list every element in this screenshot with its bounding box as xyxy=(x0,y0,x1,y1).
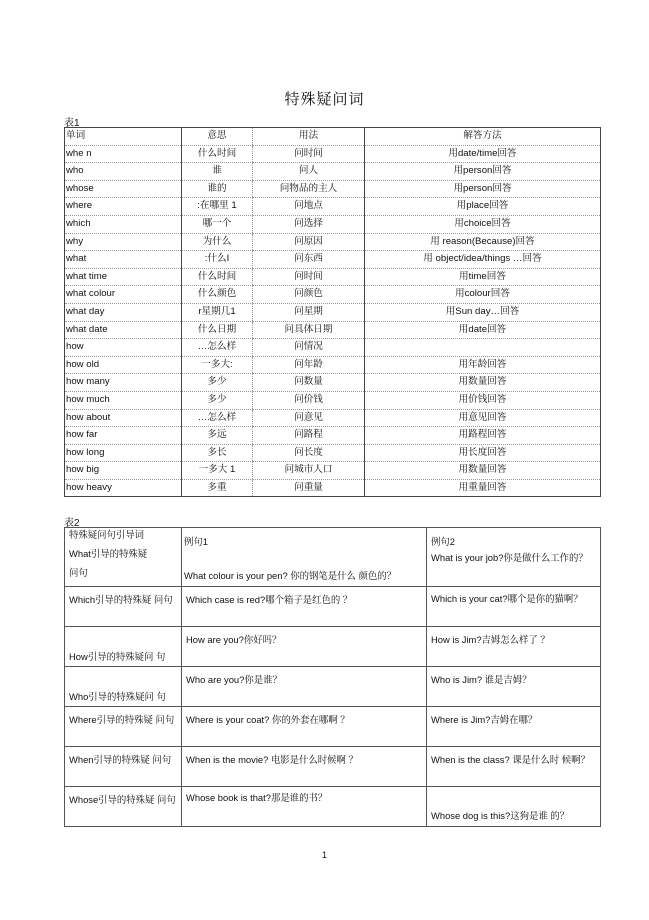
answer-cell: 用价钱回答 xyxy=(365,391,601,409)
meaning-cell: 什么时间 xyxy=(182,268,253,286)
table-row xyxy=(65,391,601,409)
example-sentences-table xyxy=(64,527,601,827)
header-example2: 例句2 xyxy=(431,536,455,547)
usage-cell: 问星期 xyxy=(253,303,365,321)
example-cell: How is Jim?吉姆怎么样了 ？ xyxy=(427,627,601,667)
meaning-cell: 多远 xyxy=(182,427,253,445)
meaning-cell: 一多大 1 xyxy=(182,462,253,480)
answer-cell: 用重量回答 xyxy=(365,479,601,497)
table-row xyxy=(65,180,601,198)
meaning-cell: 什么时间 xyxy=(182,145,253,163)
word-cell: which xyxy=(65,215,182,233)
header-example1: 例句1 xyxy=(184,536,208,547)
header-key-line: 特殊疑问句引导词 xyxy=(69,529,145,540)
meaning-cell: r星期几1 xyxy=(182,303,253,321)
table-row xyxy=(65,587,601,627)
example-cell: Who is Jim? 谁是吉姆？ xyxy=(427,667,601,707)
answer-cell: 用数量回答 xyxy=(365,462,601,480)
table-row xyxy=(65,145,601,163)
table-row xyxy=(65,303,601,321)
table-row xyxy=(65,163,601,181)
usage-cell: 问原因 xyxy=(253,233,365,251)
answer-cell: 用意见回答 xyxy=(365,409,601,427)
example-cell: Which case is red?哪个箱子是红色的 ？ xyxy=(182,587,427,627)
table-row xyxy=(65,286,601,304)
table-row xyxy=(65,707,601,747)
table-row xyxy=(65,198,601,216)
word-cell: how far xyxy=(65,427,182,445)
answer-cell: 用date/time回答 xyxy=(365,145,601,163)
table-header-row xyxy=(65,128,601,146)
word-cell: whose xyxy=(65,180,182,198)
example-cell: How are you?你好吗？ xyxy=(182,627,427,667)
table-row xyxy=(65,233,601,251)
word-cell: how about xyxy=(65,409,182,427)
header-ex2-cell xyxy=(427,528,601,587)
header-answer: 解答方法 xyxy=(365,128,601,146)
word-cell: how heavy xyxy=(65,479,182,497)
meaning-cell: 什么颜色 xyxy=(182,286,253,304)
meaning-cell: :什么I xyxy=(182,251,253,269)
header-ex1-cell xyxy=(182,528,427,587)
answer-cell: 用colour回答 xyxy=(365,286,601,304)
table-row xyxy=(65,215,601,233)
document-title: 特殊疑问词 xyxy=(284,92,365,108)
usage-cell: 问颜色 xyxy=(253,286,365,304)
word-cell: how xyxy=(65,339,182,357)
table-row xyxy=(65,479,601,497)
word-cell: who xyxy=(65,163,182,181)
usage-cell: 问城市人口 xyxy=(253,462,365,480)
answer-cell: 用date回答 xyxy=(365,321,601,339)
meaning-cell: 一多大: xyxy=(182,356,253,374)
meaning-cell: 为什么 xyxy=(182,233,253,251)
usage-cell: 问意见 xyxy=(253,409,365,427)
word-cell: how big xyxy=(65,462,182,480)
meaning-cell: …怎么样 xyxy=(182,409,253,427)
answer-cell: 用年龄回答 xyxy=(365,356,601,374)
page-number: 1 xyxy=(321,850,327,860)
word-cell: how long xyxy=(65,444,182,462)
usage-cell: 问长度 xyxy=(253,444,365,462)
table-row xyxy=(65,444,601,462)
key-cell: Which引导的特殊疑 问句 xyxy=(65,587,182,627)
key-cell: Who引导的特殊疑问 句 xyxy=(65,667,182,707)
header-key-cell xyxy=(65,528,182,587)
usage-cell: 问重量 xyxy=(253,479,365,497)
answer-cell: 用数量回答 xyxy=(365,374,601,392)
word-cell: what time xyxy=(65,268,182,286)
meaning-cell: 谁的 xyxy=(182,180,253,198)
table-row xyxy=(65,462,601,480)
table-row xyxy=(65,409,601,427)
usage-cell: 问人 xyxy=(253,163,365,181)
header-key-line: 问句 xyxy=(69,567,88,578)
usage-cell: 问具体日期 xyxy=(253,321,365,339)
word-cell: what day xyxy=(65,303,182,321)
example-cell: Whose book is that?那是谁的书？ xyxy=(182,787,427,827)
usage-cell: 问情况 xyxy=(253,339,365,357)
meaning-cell: 多少 xyxy=(182,391,253,409)
usage-cell: 问东西 xyxy=(253,251,365,269)
usage-cell: 问路程 xyxy=(253,427,365,445)
meaning-cell: 哪一个 xyxy=(182,215,253,233)
answer-cell: 用长度回答 xyxy=(365,444,601,462)
header-key-line: What引导的特殊疑 xyxy=(69,548,148,559)
example-cell: Whose dog is this?这狗是谁 的？ xyxy=(427,787,601,827)
usage-cell: 问物品的主人 xyxy=(253,180,365,198)
answer-cell xyxy=(365,339,601,357)
answer-cell: 用person回答 xyxy=(365,180,601,198)
answer-cell: 用Sun day…回答 xyxy=(365,303,601,321)
table-row xyxy=(65,787,601,827)
table2-label: 表2 xyxy=(64,518,80,529)
answer-cell: 用time回答 xyxy=(365,268,601,286)
meaning-cell: …怎么样 xyxy=(182,339,253,357)
meaning-cell: 多长 xyxy=(182,444,253,462)
table-row xyxy=(65,321,601,339)
example-cell: When is the class? 课是什么时 候啊？ xyxy=(427,747,601,787)
answer-cell: 用 object/idea/things …回答 xyxy=(365,251,601,269)
table-row xyxy=(65,268,601,286)
meaning-cell: :在哪里 1 xyxy=(182,198,253,216)
table-row xyxy=(65,667,601,707)
table1-label: 表1 xyxy=(64,118,80,129)
key-cell: When引导的特殊疑 问句 xyxy=(65,747,182,787)
table-header-row xyxy=(65,528,601,587)
example-cell: When is the movie? 电影是什么时候啊 ？ xyxy=(182,747,427,787)
table-row xyxy=(65,747,601,787)
answer-cell: 用路程回答 xyxy=(365,427,601,445)
example-cell: What is your job?你是做什么工作的？ xyxy=(431,552,588,563)
usage-cell: 问数量 xyxy=(253,374,365,392)
example-cell: Where is your coat? 你的外套在哪啊 ？ xyxy=(182,707,427,747)
word-cell: where xyxy=(65,198,182,216)
meaning-cell: 什么日期 xyxy=(182,321,253,339)
example-cell: Who are you?你是谁？ xyxy=(182,667,427,707)
answer-cell: 用place回答 xyxy=(365,198,601,216)
word-cell: what colour xyxy=(65,286,182,304)
word-cell: how much xyxy=(65,391,182,409)
usage-cell: 问时间 xyxy=(253,268,365,286)
meaning-cell: 多重 xyxy=(182,479,253,497)
usage-cell: 问时间 xyxy=(253,145,365,163)
answer-cell: 用 reason(Because)回答 xyxy=(365,233,601,251)
example-cell: Where is Jim?吉姆在哪？ xyxy=(427,707,601,747)
header-usage: 用法 xyxy=(253,128,365,146)
meaning-cell: 多少 xyxy=(182,374,253,392)
key-cell: How引导的特殊疑问 句 xyxy=(65,627,182,667)
word-cell: why xyxy=(65,233,182,251)
table-row xyxy=(65,356,601,374)
word-cell: how many xyxy=(65,374,182,392)
key-cell: Where引导的特殊疑 问句 xyxy=(65,707,182,747)
answer-cell: 用choice回答 xyxy=(365,215,601,233)
answer-cell: 用person回答 xyxy=(365,163,601,181)
table-row xyxy=(65,627,601,667)
meaning-cell: 谁 xyxy=(182,163,253,181)
word-cell: what xyxy=(65,251,182,269)
table-row xyxy=(65,339,601,357)
table-row xyxy=(65,374,601,392)
key-cell: Whose引导的特殊疑 问句 xyxy=(65,787,182,827)
usage-cell: 问选择 xyxy=(253,215,365,233)
word-cell: whe n xyxy=(65,145,182,163)
header-meaning: 意思 xyxy=(182,128,253,146)
table-row xyxy=(65,251,601,269)
usage-cell: 问地点 xyxy=(253,198,365,216)
usage-cell: 问年龄 xyxy=(253,356,365,374)
question-words-table xyxy=(64,127,601,497)
table-row xyxy=(65,427,601,445)
usage-cell: 问价钱 xyxy=(253,391,365,409)
header-word: 单词 xyxy=(65,128,182,146)
word-cell: how old xyxy=(65,356,182,374)
example-cell: What colour is your pen? 你的钢笔是什么 颜色的？ xyxy=(184,570,397,581)
example-cell: Which is your cat?哪个是你的猫啊？ xyxy=(427,587,601,627)
word-cell: what date xyxy=(65,321,182,339)
